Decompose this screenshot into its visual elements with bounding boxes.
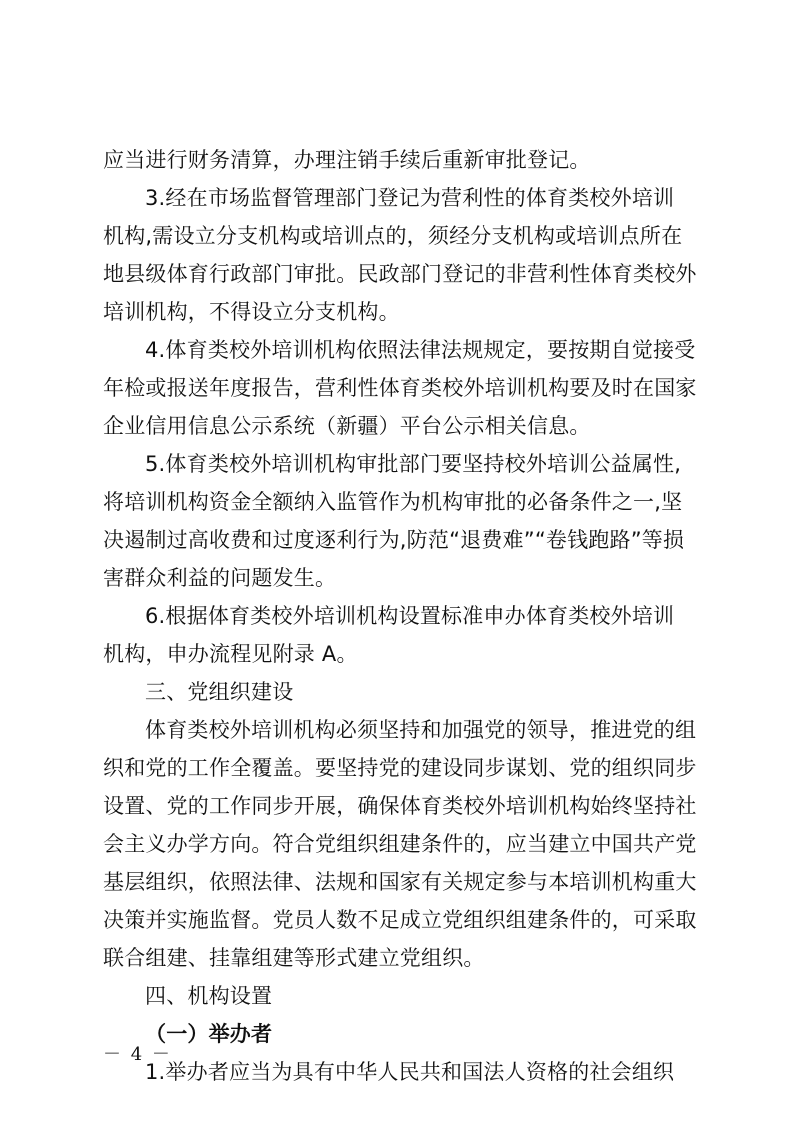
text-line: 会主义办学方向。符合党组织组建条件的，应当建立中国共产党 bbox=[103, 832, 697, 856]
text-line: 机构，申办流程见附录 A。 bbox=[103, 642, 358, 666]
text-line: 机构,需设立分支机构或培训点的，须经分支机构或培训点所在 bbox=[103, 224, 683, 248]
text-line: 设置、党的工作同步开展，确保体育类校外培训机构始终坚持社 bbox=[103, 794, 697, 818]
section-heading: 四、机构设置 bbox=[145, 984, 273, 1008]
text-line: 害群众利益的问题发生。 bbox=[103, 566, 337, 590]
text-line: 地县级体育行政部门审批。民政部门登记的非营利性体育类校外 bbox=[103, 262, 697, 286]
text-line: 6.根据体育类校外培训机构设置标准申办体育类校外培训 bbox=[145, 604, 675, 628]
text-line: 体育类校外培训机构必须坚持和加强党的领导，推进党的组 bbox=[145, 718, 697, 742]
text-line: 1.举办者应当为具有中华人民共和国法人资格的社会组织 bbox=[145, 1060, 675, 1084]
text-line: 3.经在市场监督管理部门登记为营利性的体育类校外培训 bbox=[145, 186, 675, 210]
text-line: 织和党的工作全覆盖。要坚持党的建设同步谋划、党的组织同步 bbox=[103, 756, 697, 780]
text-line: 培训机构，不得设立分支机构。 bbox=[103, 300, 400, 324]
text-line: 应当进行财务清算，办理注销手续后重新审批登记。 bbox=[103, 148, 591, 172]
subsection-heading: （一）举办者 bbox=[145, 1021, 273, 1046]
text-line: 基层组织，依照法律、法规和国家有关规定参与本培训机构重大 bbox=[103, 870, 697, 894]
body-text bbox=[103, 141, 703, 1091]
text-line: 将培训机构资金全额纳入监管作为机构审批的必备条件之一,坚 bbox=[103, 490, 683, 514]
text-line: 4.体育类校外培训机构依照法律法规规定，要按期自觉接受 bbox=[145, 338, 696, 362]
text-line: 决策并实施监督。党员人数不足成立党组织组建条件的，可采取 bbox=[103, 908, 697, 932]
text-line: 联合组建、挂靠组建等形式建立党组织。 bbox=[103, 946, 485, 970]
text-line: 5.体育类校外培训机构审批部门要坚持校外培训公益属性, bbox=[145, 452, 682, 476]
text-line: 决遏制过高收费和过度逐利行为,防范“退费难”“卷钱跑路”等损 bbox=[103, 528, 685, 552]
page-number: － 4 － bbox=[103, 1044, 172, 1065]
text-line: 年检或报送年度报告，营利性体育类校外培训机构要及时在国家 bbox=[103, 376, 697, 400]
text-line: 企业信用信息公示系统（新疆）平台公示相关信息。 bbox=[103, 414, 591, 438]
section-heading: 三、党组织建设 bbox=[145, 680, 294, 704]
